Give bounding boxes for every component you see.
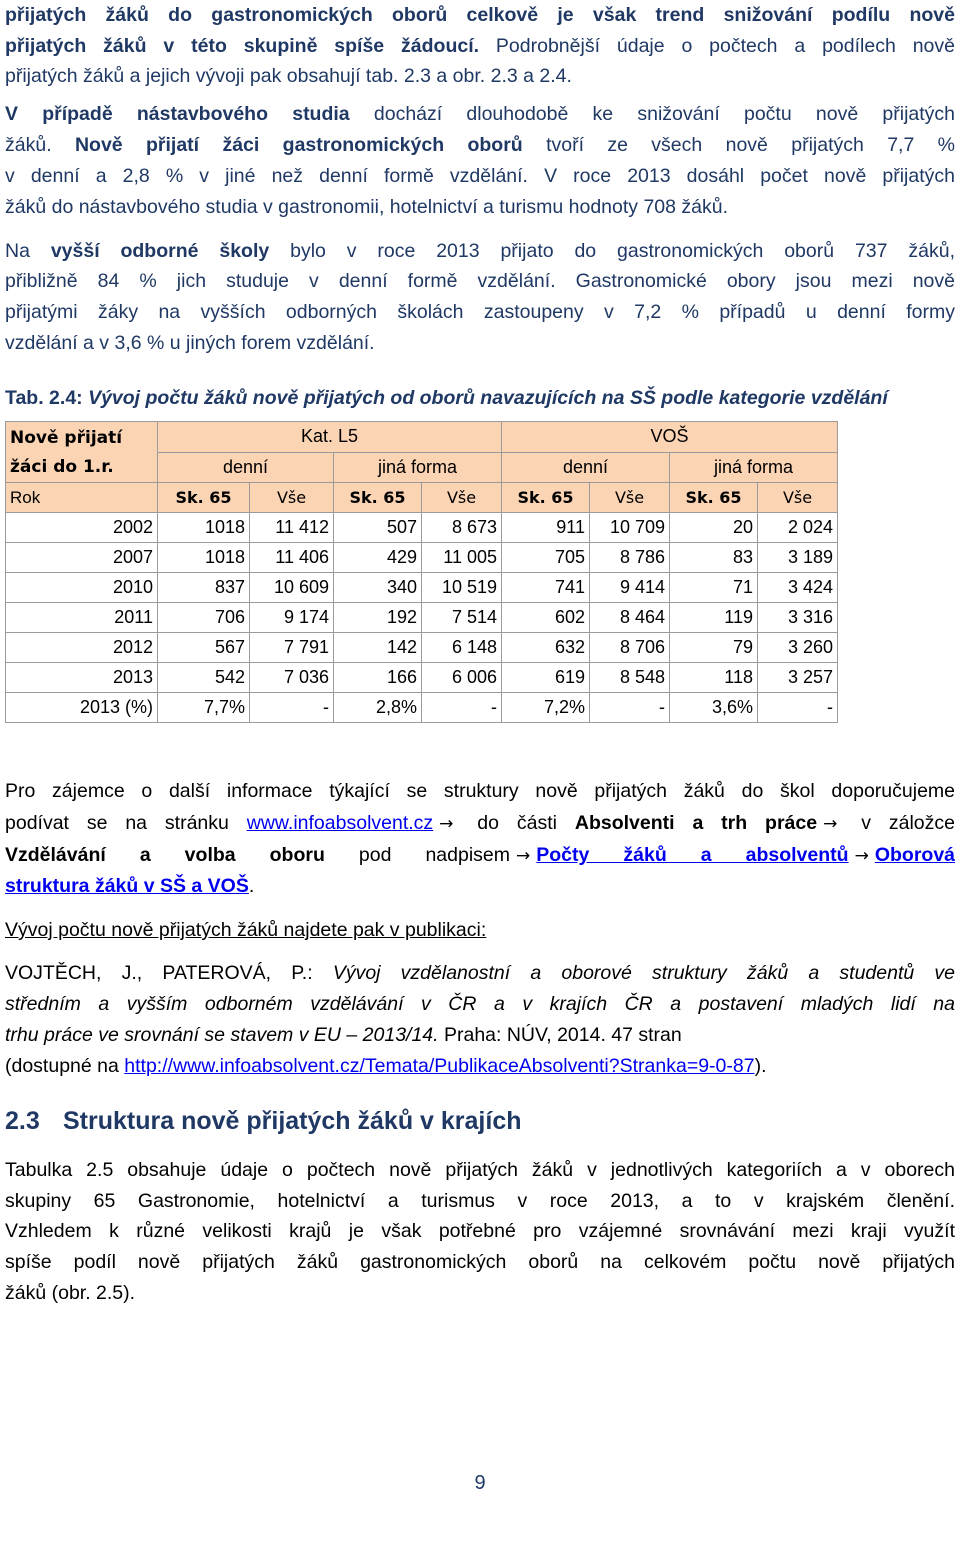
paragraph-vos-line4: vzdělání a v 3,6 % u jiných forem vzdělání. xyxy=(5,332,375,354)
body-text: do části xyxy=(459,812,575,834)
paragraph-nastavba-line3 xyxy=(5,161,955,192)
table-cell: - xyxy=(590,693,670,723)
arrow-right-icon: → xyxy=(516,846,531,866)
table-cell: 8 548 xyxy=(590,663,670,693)
body-text: bylo v roce 2013 přijato do gastronomických oborů 737 žáků, xyxy=(269,240,955,262)
emphasis-text: vyšší odborné školy xyxy=(50,240,270,262)
corner-line2: žáci do 1.r. xyxy=(10,457,114,477)
table-cell: 7 791 xyxy=(250,633,334,663)
table-cell: 741 xyxy=(502,573,590,603)
body-text: pod nadpisem xyxy=(324,844,511,866)
row-year-cell: 2012 xyxy=(6,633,158,663)
table-cell: 7 036 xyxy=(250,663,334,693)
table-row xyxy=(6,603,838,633)
paragraph-vos-line3: přijatými žáky na vyšších odborných školách zastoupeny v 7,2 % případů u denní formy xyxy=(5,301,955,323)
row-year-cell: 2002 xyxy=(6,513,158,543)
column-header-vse: Vše xyxy=(422,483,502,513)
paragraph-info-line3 xyxy=(5,840,955,872)
paragraph-kraje-line1: Tabulka 2.5 obsahuje údaje o počtech nově přijatých žáků v jednotlivých kategoriích a v oborech xyxy=(5,1159,955,1181)
paragraph-kraje-line2: skupiny 65 Gastronomie, hotelnictví a turismus v roce 2013, a to v krajském členění. xyxy=(5,1190,955,1212)
citation-title: Vývoj vzdělanostní a oborové struktury žáků a studentů ve xyxy=(332,962,955,984)
table-cell: 542 xyxy=(158,663,250,693)
paragraph-intro-line1 xyxy=(5,0,955,31)
table-cell: 8 464 xyxy=(590,603,670,633)
caption-label: Tab. 2.4: xyxy=(5,387,89,409)
section-title: Struktura nově přijatých žáků v krajích xyxy=(63,1107,522,1135)
table-cell: 8 673 xyxy=(422,513,502,543)
arrow-right-icon: → xyxy=(439,814,454,834)
table-cell: 705 xyxy=(502,543,590,573)
arrow-right-icon: → xyxy=(823,814,838,834)
table-cell: 11 005 xyxy=(422,543,502,573)
body-text: ). xyxy=(754,1055,767,1077)
table-cell: 3,6% xyxy=(670,693,758,723)
table-cell: 142 xyxy=(334,633,422,663)
table-cell: 429 xyxy=(334,543,422,573)
paragraph-nastavba-line4: žáků do nástavbového studia v gastronomii, hotelnictví a turismu hodnoty 708 žáků. xyxy=(5,196,729,218)
paragraph-info-line1: Pro zájemce o další informace týkající se struktury nově přijatých žáků do škol doporučujeme xyxy=(5,780,955,802)
arrow-right-icon: → xyxy=(854,846,869,866)
paragraph-nastavba-line2 xyxy=(5,130,955,161)
oborova-struktura-link-part1[interactable]: Oborová xyxy=(874,844,956,866)
caption-text: Vývoj počtu žáků nově přijatých od oborů navazujících na SŠ podle kategorie vzdělání xyxy=(88,387,888,409)
body-text: V roce 2013 dosáhl počet nově přijatých xyxy=(527,165,955,187)
table-cell: 166 xyxy=(334,663,422,693)
citation-line2 xyxy=(5,989,955,1020)
table-row xyxy=(6,663,838,693)
body-text: v záložce xyxy=(843,812,955,834)
table-cell: 8 786 xyxy=(590,543,670,573)
table-cell: 10 709 xyxy=(590,513,670,543)
paragraph-kraje-line3: Vzhledem k různé velikosti krajů je však potřebné pro vzájemné srovnávání mezi kraji využít xyxy=(5,1220,955,1242)
form-header-denni: denní xyxy=(502,452,670,483)
oborova-struktura-link-part2[interactable]: struktura žáků v SŠ a VOŠ xyxy=(5,875,249,897)
table-cell: 11 412 xyxy=(250,513,334,543)
paragraph-nastavba-line1 xyxy=(5,99,955,130)
table-cell: 911 xyxy=(502,513,590,543)
citation-title: středním a vyšším odborném vzdělávání v ČR a v krajích ČR a postavení mladých lidí na xyxy=(5,993,955,1015)
body-text: (dostupné na xyxy=(5,1055,125,1077)
form-header-jina: jiná forma xyxy=(670,452,838,483)
table-cell: 8 706 xyxy=(590,633,670,663)
emphasis-text: přijatých žáků do gastronomických oborů celkově je však trend snižování podílu nově xyxy=(5,4,955,26)
paragraph-vos-line2 xyxy=(5,266,955,297)
column-header-vse: Vše xyxy=(590,483,670,513)
column-header-sk65: Sk. 65 xyxy=(670,483,758,513)
table-cell: 602 xyxy=(502,603,590,633)
table-cell: 192 xyxy=(334,603,422,633)
paragraph-intro-line3: přijatých žáků a jejich vývoji pak obsahují tab. 2.3 a obr. 2.3 a 2.4. xyxy=(5,65,572,87)
paragraph-kraje-line5: žáků (obr. 2.5). xyxy=(5,1282,136,1304)
table-row xyxy=(6,693,838,723)
table-cell: 71 xyxy=(670,573,758,603)
emphasis-text: Vzdělávání a volba oboru xyxy=(5,844,325,866)
body-text: podívat se na stránku xyxy=(5,812,247,834)
infoabsolvent-link[interactable]: www.infoabsolvent.cz xyxy=(246,812,434,834)
page-number: 9 xyxy=(474,1472,486,1494)
citation-title: trhu práce ve srovnání se stavem v EU – 2013/14. xyxy=(5,1024,439,1046)
table-cell: 10 609 xyxy=(250,573,334,603)
table-body xyxy=(6,513,838,723)
table-cell: 9 414 xyxy=(590,573,670,603)
table-cell: 3 260 xyxy=(758,633,838,663)
table-cell: 7 514 xyxy=(422,603,502,633)
body-text: žáků. xyxy=(5,134,52,156)
column-header-vse: Vše xyxy=(250,483,334,513)
citation-publisher: Praha: NÚV, 2014. 47 stran xyxy=(438,1024,682,1046)
body-text: Podrobnější údaje o počtech a podílech nově xyxy=(479,35,955,57)
table-cell: 7,2% xyxy=(502,693,590,723)
table-cell: 567 xyxy=(158,633,250,663)
column-header-sk65: Sk. 65 xyxy=(158,483,250,513)
emphasis-text: Absolventi a trh práce xyxy=(574,812,818,834)
table-cell: 119 xyxy=(670,603,758,633)
table-cell: 706 xyxy=(158,603,250,633)
table-row xyxy=(6,513,838,543)
form-header-jina: jiná forma xyxy=(334,452,502,483)
table-cell: 118 xyxy=(670,663,758,693)
emphasis-text: přijatých žáků v této skupině spíše žádoucí. xyxy=(5,35,480,57)
table-row xyxy=(6,573,838,603)
paragraph-vos-line1 xyxy=(5,236,955,267)
table-cell: - xyxy=(250,693,334,723)
citation-authors: VOJTĚCH, J., PATEROVÁ, P.: xyxy=(5,962,333,984)
table-cell: - xyxy=(758,693,838,723)
table-corner-header xyxy=(6,422,158,483)
emphasis-text: V případě nástavbového studia xyxy=(5,103,350,125)
row-year-cell: 2007 xyxy=(6,543,158,573)
publication-intro: Vývoj počtu nově přijatých žáků najdete pak v publikaci: xyxy=(5,919,487,941)
table-cell: 340 xyxy=(334,573,422,603)
table-row xyxy=(6,633,838,663)
table-cell: 9 174 xyxy=(250,603,334,633)
body-text: . xyxy=(248,875,255,897)
body-text: tvoří ze všech nově přijatých 7,7 % xyxy=(522,134,955,156)
column-header-rok: Rok xyxy=(6,483,158,513)
citation-line4 xyxy=(5,1051,955,1082)
table-cell: 83 xyxy=(670,543,758,573)
table-caption xyxy=(5,384,955,412)
publication-url-link[interactable]: http://www.infoabsolvent.cz/Temata/PublikaceAbsolventi?Stranka=9-0-87 xyxy=(124,1055,755,1077)
data-table xyxy=(5,421,838,723)
table-cell: 507 xyxy=(334,513,422,543)
table-cell: 2 024 xyxy=(758,513,838,543)
paragraph-kraje-line4: spíše podíl nově přijatých žáků gastronomických oborů na celkovém počtu nově přijatých xyxy=(5,1251,955,1273)
table-cell: 11 406 xyxy=(250,543,334,573)
table-cell: 1018 xyxy=(158,513,250,543)
table-cell: 79 xyxy=(670,633,758,663)
table-cell: 3 189 xyxy=(758,543,838,573)
citation-line1 xyxy=(5,958,955,989)
citation-line3 xyxy=(5,1020,955,1051)
body-text: dochází dlouhodobě ke snižování počtu nově přijatých xyxy=(349,103,956,125)
column-header-sk65: Sk. 65 xyxy=(502,483,590,513)
table-cell: 10 519 xyxy=(422,573,502,603)
table-cell: 7,7% xyxy=(158,693,250,723)
corner-line1: Nově přijatí xyxy=(10,428,123,448)
table-cell: 619 xyxy=(502,663,590,693)
section-number: 2.3 xyxy=(5,1107,40,1135)
row-year-cell: 2013 (%) xyxy=(6,693,158,723)
table-row xyxy=(6,543,838,573)
table-cell: 3 257 xyxy=(758,663,838,693)
column-header-vse: Vše xyxy=(758,483,838,513)
table-cell: 3 316 xyxy=(758,603,838,633)
row-year-cell: 2010 xyxy=(6,573,158,603)
paragraph-info-line2 xyxy=(5,808,955,840)
group-header-kat-l5: Kat. L5 xyxy=(158,422,502,453)
table-cell: 2,8% xyxy=(334,693,422,723)
section-heading xyxy=(5,1107,522,1136)
body-text: přibližně 84 % jich studuje v denní formě vzdělání. xyxy=(5,270,556,292)
table-cell: 1018 xyxy=(158,543,250,573)
body-text: Na xyxy=(5,240,51,262)
paragraph-info-line4 xyxy=(5,871,955,902)
table-cell: 3 424 xyxy=(758,573,838,603)
form-header-denni: denní xyxy=(158,452,334,483)
body-text: v denní a 2,8 % v jiné než denní formě vzdělání. xyxy=(5,165,528,187)
table-cell: 20 xyxy=(670,513,758,543)
pocty-zaku-link[interactable]: Počty žáků a absolventů xyxy=(536,844,849,866)
group-header-vos: VOŠ xyxy=(502,422,838,453)
row-year-cell: 2011 xyxy=(6,603,158,633)
emphasis-text: Nově přijatí žáci gastronomických oborů xyxy=(51,134,523,156)
table-cell: 6 006 xyxy=(422,663,502,693)
row-year-cell: 2013 xyxy=(6,663,158,693)
table-cell: - xyxy=(422,693,502,723)
body-text: Gastronomické obory jsou mezi nově xyxy=(555,270,955,292)
table-cell: 837 xyxy=(158,573,250,603)
column-header-sk65: Sk. 65 xyxy=(334,483,422,513)
paragraph-intro-line2 xyxy=(5,31,955,62)
table-cell: 632 xyxy=(502,633,590,663)
table-cell: 6 148 xyxy=(422,633,502,663)
